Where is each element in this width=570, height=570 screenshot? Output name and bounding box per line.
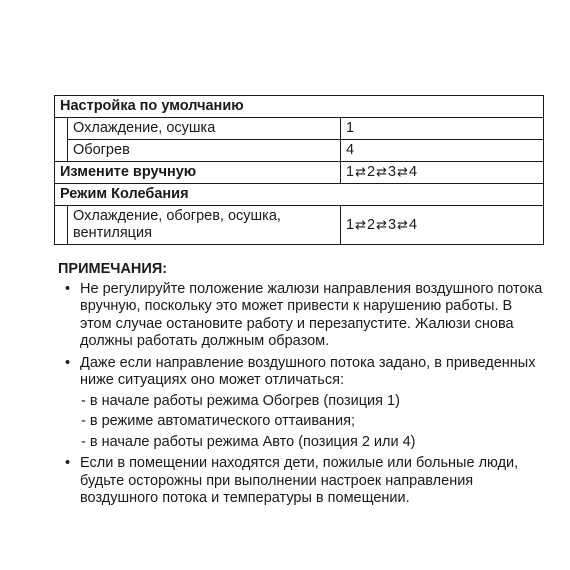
notes-section [54,261,544,508]
sub-item-text: в начале работы режима Авто (позиция 2 или 4) [89,433,416,450]
position-sequence [346,164,417,180]
cooling-dry-label: Охлаждение, осушка [68,118,341,140]
table-row [55,118,544,140]
indent-cell [55,206,68,245]
document-page [54,95,544,512]
default-setting-header: Настройка по умолчанию [55,96,544,118]
note-text: Даже если направление воздушного потока задано, в приведенных ниже ситуациях оно может отличаться: [80,354,536,388]
notes-title: ПРИМЕЧАНИЯ: [58,261,168,277]
indent-cell [55,118,68,140]
heating-value: 4 [341,140,544,162]
note-text: Не регулируйте положение жалюзи направления воздушного потока вручную, поскольку это может привести к нарушению работы. В этом случае остановите работу и перезапустите. Жалюзи снова должны работать должным образом. [80,280,543,349]
sub-list-item [81,434,544,452]
swap-arrows-icon: ⇄ [397,165,408,180]
position-number: 2 [366,216,376,233]
notes-list [54,281,544,508]
bullet-icon: • [65,280,71,297]
table-row [55,140,544,162]
sub-list-item [81,393,544,411]
dash-icon: - [81,413,86,429]
swap-arrows-icon: ⇄ [355,165,366,180]
heating-label: Обогрев [68,140,341,162]
table-row [55,96,544,118]
swap-arrows-icon: ⇄ [397,217,408,233]
list-item [54,455,544,508]
position-sequence [346,217,417,233]
swing-modes-value [341,206,544,245]
cooling-dry-value: 1 [341,118,544,140]
dash-icon: - [81,392,86,409]
swap-arrows-icon: ⇄ [376,165,387,180]
position-number: 3 [387,216,397,233]
swap-arrows-icon: ⇄ [376,217,387,233]
note-text: Если в помещении находятся дети, пожилые или больные люди, будьте осторожны при выполнении настроек направления воздушного потока и температуры в помещении. [80,455,519,506]
swing-modes-label-line2: вентиляция [73,225,152,241]
table-row [55,206,544,245]
table-row [55,162,544,184]
bullet-icon: • [65,354,71,371]
sub-item-text: в начале работы режима Обогрев (позиция 1) [89,392,400,409]
bullet-icon: • [65,455,71,471]
position-number: 4 [408,164,418,180]
manual-change-value [341,162,544,184]
indent-cell [55,140,68,162]
table-row [55,184,544,206]
position-number: 4 [408,216,418,233]
airflow-settings-table [54,95,544,245]
position-number: 3 [387,164,397,180]
position-number: 1 [346,216,355,233]
sub-item-text: в режиме автоматического оттаивания; [89,413,355,429]
sub-list [80,393,544,452]
swing-modes-label-line1: Охлаждение, обогрев, осушка, [73,208,281,224]
list-item [54,355,544,452]
sub-list-item [81,413,544,431]
swap-arrows-icon: ⇄ [355,217,366,233]
dash-icon: - [81,433,86,450]
swing-mode-header: Режим Колебания [55,184,544,206]
swing-modes-label [68,206,341,245]
manual-change-header: Измените вручную [55,162,341,184]
position-number: 2 [366,164,376,180]
list-item [54,281,544,351]
position-number: 1 [346,164,355,180]
